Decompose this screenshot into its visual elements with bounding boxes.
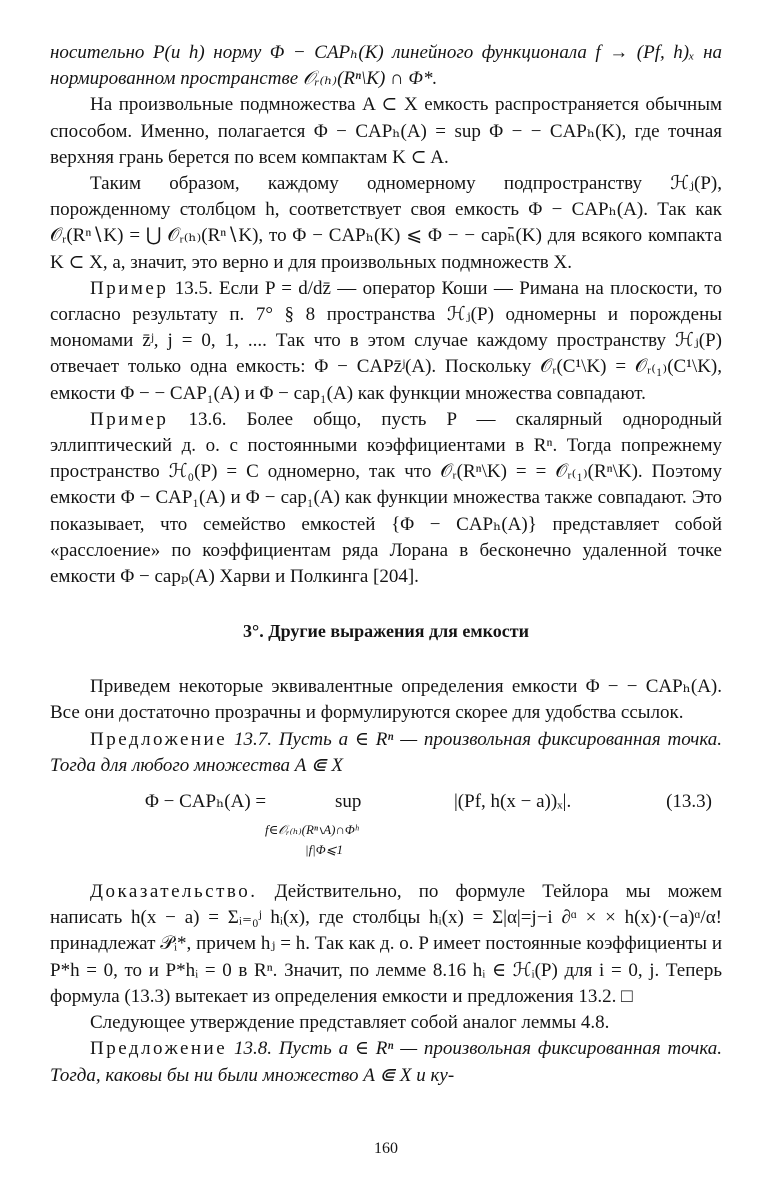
formula-lhs: Φ − CAPₕ(A) = (145, 791, 267, 813)
proposition-text: 13.7. Пусть a ∈ Rⁿ — произвольная фиксированная точка. Тогда для любого множества A ⋐ X (50, 728, 723, 776)
formula-sup-condition: f∈𝒪ᵣ₍ₕ₎(Rⁿ∖A)∩Φʰ (265, 822, 359, 838)
example-label: Пример (90, 277, 169, 299)
proposition-label: Предложение (90, 1038, 228, 1060)
page-number: 160 (374, 1140, 398, 1157)
proof-text: Действительно, по формуле Тейлора мы можем написать h(x − a) = Σᵢ₌₀ʲ hᵢ(x), где столбцы hᵢ(x) = Σ|α|=j−i ∂ᵅ × × h(x)·(−a)ᵅ/α! принадлежат 𝒫ᵢ*, причем hⱼ = h. Так как д. о. P имеет постоянные коэффициенты и P*h = 0, то и P*hᵢ = 0 в Rⁿ. Значит, по лемме 8.16 hᵢ ∈ ℋᵢ(P) для i = 0, j. Теперь формула (13.3) вытекает из определения емкости и предложения 13.2. □ (50, 881, 722, 1007)
proposition-13-8 (50, 1036, 722, 1088)
formula-sup-norm-condition: |f|Φ⩽1 (305, 842, 344, 858)
formula-13-3 (50, 785, 722, 869)
example-13-5 (50, 276, 722, 407)
proposition-label: Предложение (90, 728, 228, 750)
proof (50, 879, 722, 1010)
proposition-13-7 (50, 727, 722, 779)
example-label: Пример (90, 408, 169, 430)
formula-rhs: |(Pf, h(x − a))ₓ|. (454, 791, 572, 813)
formula-sup: sup (335, 791, 362, 813)
example-text: 13.6. Более общо, пусть P — скалярный однородный эллиптический д. о. с постоянными коэффициентами в Rⁿ. Тогда попрежнему пространство ℋ₀(P) = C одномерно, так что 𝒪ᵣ(Rⁿ\K) = = 𝒪ᵣ₍₁₎(Rⁿ\K). Поэтому емкости Φ − CAP₁(A) и Φ − cap₁(A) как функции множества также совпадают. Это показывает, что семейство емкостей {Φ − CAPₕ(A)} представляет собой «расслоение» по коэффициентам ряда Лорана в бесконечно удаленной точке емкости Φ − capₚ(A) Харви и Полкинга [204]. (50, 408, 723, 588)
book-page (50, 40, 722, 1180)
section-heading: 3°. Другие выражения для емкости (243, 621, 529, 642)
paragraph-capacity-extension: На произвольные подмножества A ⊂ X емкость распространяется обычным способом. Именно, полагается Φ − CAPₕ(A) = sup Φ − − CAPₕ(K), где точная верхняя грань берется по всем компактам K ⊂ A. (50, 94, 722, 168)
proof-label: Доказательство. (90, 881, 258, 903)
paragraph-one-dimensional-subspace: Таким образом, каждому одномерному подпространству ℋⱼ(P), порожденному столбцом h, соответствует своя емкость Φ − CAPₕ(A). Так как 𝒪ᵣ(Rⁿ∖K) = ⋃ 𝒪ᵣ₍ₕ₎(Rⁿ∖K), то Φ − CAPₕ(K) ⩽ Φ − − capₕ̄(K) для всякого компакта K ⊂ X, а, значит, это верно и для произвольных подмножеств X. (50, 173, 722, 273)
paragraph-analog-lemma: Следующее утверждение представляет собой аналог леммы 4.8. (90, 1012, 610, 1034)
example-text: 13.5. Если P = d/dz̄ — оператор Коши — Римана на плоскости, то согласно результату п. 7° § 8 пространства ℋⱼ(P) одномерны и порождены мономами z̄ʲ, j = 0, 1, .... Так что в этом случае каждому пространству ℋⱼ(P) отвечает только одна емкость: Φ − CAPz̄ʲ(A). Поскольку 𝒪ᵣ(C¹\K) = 𝒪ᵣ₍₁₎(C¹\K), емкости Φ − − CAP₁(A) и Φ − cap₁(A) как функции множества совпадают. (50, 277, 722, 404)
paragraph-equivalent-definitions: Приведем некоторые эквивалентные определения емкости Φ − − CAPₕ(A). Все они достаточно прозрачны и формулируются скорее для удобства ссылок. (50, 676, 722, 724)
formula-number: (13.3) (666, 791, 712, 813)
paragraph-continuation: носительно P(и h) норму Φ − CAPₕ(K) линейного функционала f → (Pf, h)ₓ на нормированном пространстве 𝒪ᵣ₍ₕ₎(Rⁿ\K) ∩ Φ*. (50, 42, 722, 90)
example-13-6 (50, 407, 722, 590)
proposition-text: 13.8. Пусть a ∈ Rⁿ — произвольная фиксированная точка. Тогда, каковы бы ни были множество A ⋐ X и ку- (50, 1038, 723, 1086)
